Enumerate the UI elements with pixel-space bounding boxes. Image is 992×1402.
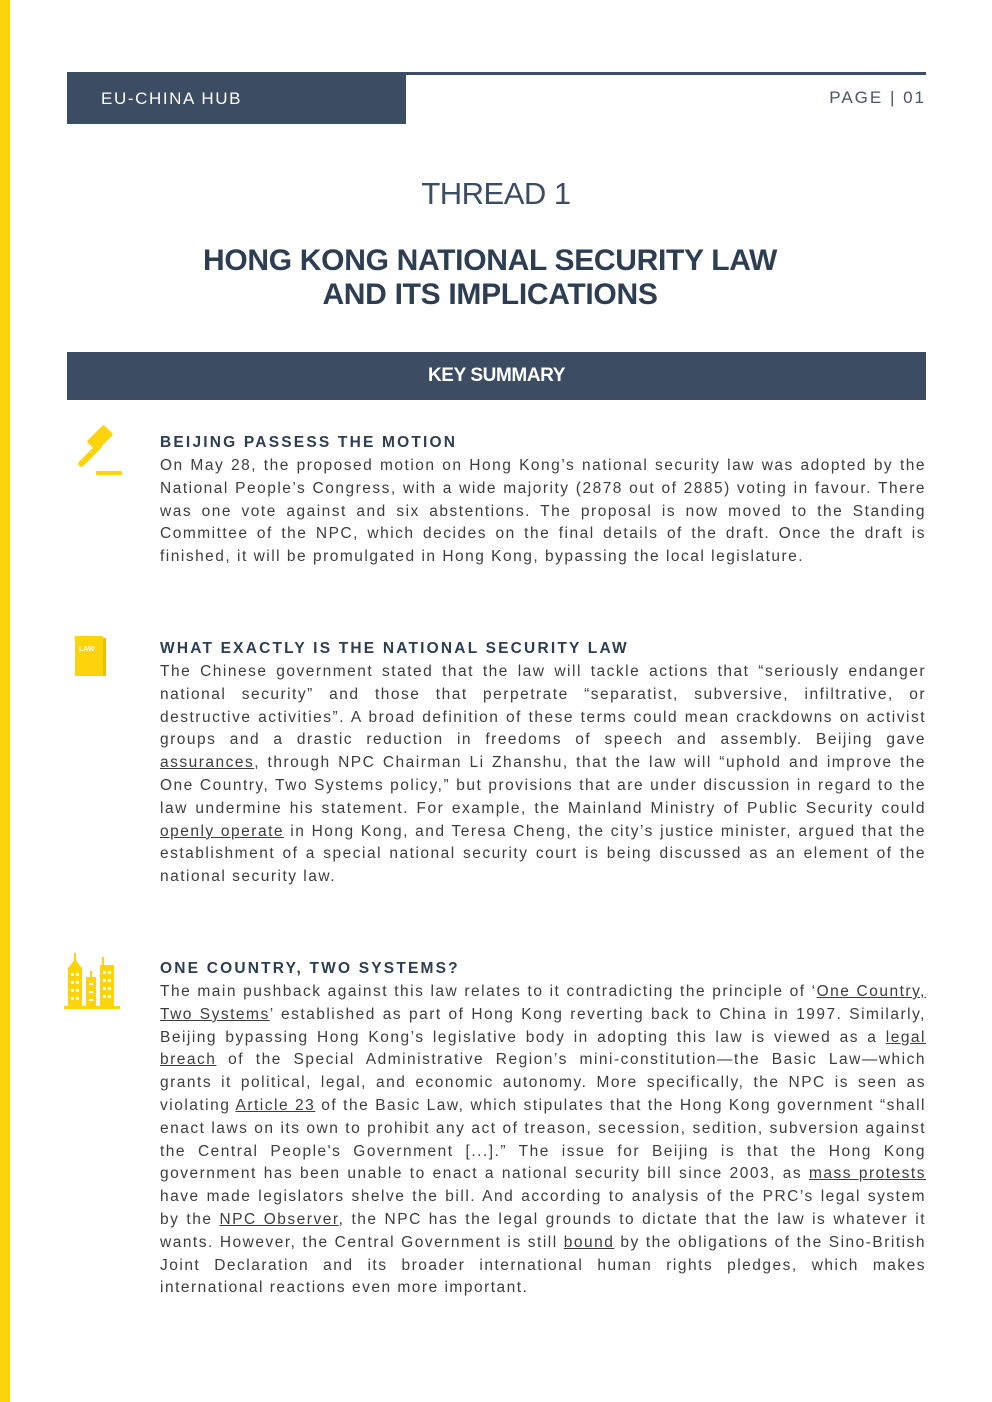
openly-operate-link[interactable]: openly operate [160,822,284,840]
body-text: The Chinese government stated that the law will tackle actions that “seriously endanger national security” and those that perpetrate “separatist, subversive, infiltrative, or destructive activities”. A broad definition of these terms could mean crackdowns on activist groups and a drastic reduction in freedoms of speech and assembly. Beijing gave [160,663,926,749]
law-book-label: LAW [79,646,95,653]
section-body [160,661,926,889]
section-title: WHAT EXACTLY IS THE NATIONAL SECURITY LAW [160,640,629,657]
mass-protests-link[interactable]: mass protests [808,1165,926,1183]
key-summary-label: KEY SUMMARY [427,365,566,386]
body-text: The main pushback against this law relates to it contradicting the principle of ‘ [160,983,817,1000]
gavel-icon [68,424,124,478]
section-beijing-passes-motion [160,433,926,569]
section-one-country-two-systems [160,959,926,1300]
hong-kong-skyline-icon [64,953,120,1009]
section-body [160,981,926,1300]
body-text: of the Special Administrative Region’s mini-constitution—the Basic Law—which grants it political, legal, and economic autonomy. More specifically, the NPC is seen as violating [160,1051,926,1114]
thread-label: THREAD 1 [421,176,571,211]
page-title-line-1: HONG KONG NATIONAL SECURITY LAW [202,244,778,277]
header-rule [406,72,926,75]
legal-breach-link[interactable]: legal breach [160,1028,926,1069]
page-title-line-2: AND ITS IMPLICATIONS [322,278,658,311]
body-text: ’ established as part of Hong Kong reverting back to China in 1997. Similarly, Beijing bypassing Hong Kong’s legislative body in adopting this law is viewed as a [160,1005,926,1046]
body-text: , through NPC Chairman Li Zhanshu, that the law will “uphold and improve the One Country, Two Systems policy,” but provisions that are under discussion in regard to the law undermine his statement. For example, the Mainland Ministry of Public Security could [160,754,926,817]
page-number: PAGE | 01 [829,88,926,107]
npc-observer-link[interactable]: NPC Observer [219,1210,339,1228]
section-body: On May 28, the proposed motion on Hong Kong’s national security law was adopted by the National People’s Congress, with a wide majority (2878 out of 2885) voting in favour. There was one vote against and six abstentions. The proposal is now moved to the Standing Committee of the NPC, which decides on the final details of the draft. Once the draft is finished, it will be promulgated in Hong Kong, bypassing the local legislature. [160,457,926,566]
body-text: have made legislators shelve the bill. And according to analysis of the PRC’s legal system by the [160,1188,926,1228]
assurances-link[interactable]: assurances [160,754,255,772]
body-text: of the Basic Law, which stipulates that the Hong Kong government “shall enact laws on its own to prohibit any act of treason, secession, sedition, subversion against the Central People's Government [...].” The issue for Beijing is that the Hong Kong government has been unable to enact a national security bill since 2003, as [160,1096,926,1183]
header-org-label: EU-CHINA HUB [101,89,243,108]
section-title: BEIJING PASSESS THE MOTION [160,434,458,451]
body-text: in Hong Kong, and Teresa Cheng, the city’s justice minister, argued that the establishment of a special national security court is being discussed as an element of the national security law. [160,822,926,886]
one-country-two-systems-link[interactable]: One Country, Two Systems [160,983,926,1023]
bound-link[interactable]: bound [563,1233,615,1251]
header-org-box [67,72,406,124]
law-book-icon [74,636,108,678]
key-summary-bar [67,352,926,400]
article-23-link[interactable]: Article 23 [235,1096,316,1114]
page-title [0,244,980,312]
section-what-is-nsl [160,639,926,889]
section-title: ONE COUNTRY, TWO SYSTEMS? [160,960,460,977]
body-text: , the NPC has the legal grounds to dictate that the law is whatever it wants. However, the Central Government is still [160,1210,926,1251]
body-text: by the obligations of the Sino-British Joint Declaration and its broader international human rights pledges, which makes international reactions even more important. [160,1233,926,1297]
